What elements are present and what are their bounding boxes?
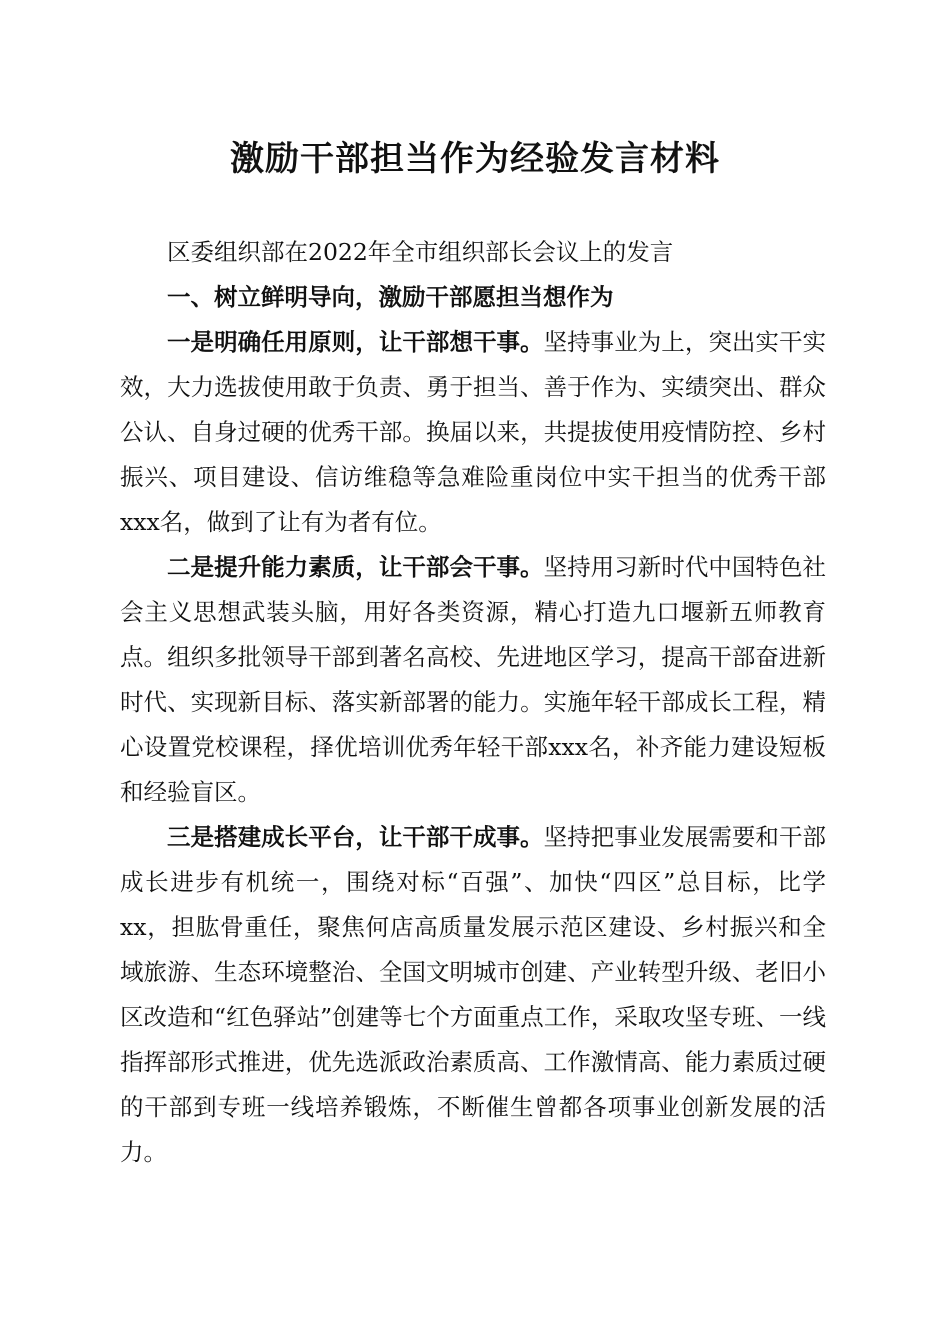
- paragraph-2-lead: 二是提升能力素质，让干部会干事。: [167, 553, 544, 581]
- paragraph-3-text: 坚持把事业发展需要和干部成长进步有机统一，围绕对标“百强”、加快“四区”总目标，比学xx，担肱骨重任，聚焦何店高质量发展示范区建设、乡村振兴和全域旅游、生态环境整治、全国文明城市创建、产业转型升级、老旧小区改造和“红色驿站”创建等七个方面重点工作，采取攻坚专班、一线指挥部形式推进，优先选派政治素质高、工作激情高、能力素质过硬的干部到专班一线培养锻炼，不断催生曾都各项事业创新发展的活力。: [120, 823, 827, 1166]
- paragraph-1-lead: 一是明确任用原则，让干部想干事。: [167, 328, 544, 356]
- paragraph-3-lead: 三是搭建成长平台，让干部干成事。: [167, 823, 544, 851]
- document-body: [120, 230, 826, 1175]
- paragraph-2-text: 坚持用习新时代中国特色社会主义思想武装头脑，用好各类资源，精心打造九口堰新五师教育点。组织多批领导干部到著名高校、先进地区学习，提高干部奋进新时代、实现新目标、落实新部署的能力。实施年轻干部成长工程，精心设置党校课程，择优培训优秀年轻干部xxx名，补齐能力建设短板和经验盲区。: [120, 553, 827, 806]
- section-heading-1: 一、树立鲜明导向，激励干部愿担当想作为: [167, 283, 614, 311]
- document-title: 激励干部担当作为经验发言材料: [230, 139, 720, 179]
- paragraph-1-text: 坚持事业为上，突出实干实效，大力选拔使用敢于负责、勇于担当、善于作为、实绩突出、群众公认、自身过硬的优秀干部。换届以来，共提拔使用疫情防控、乡村振兴、项目建设、信访维稳等急难险重岗位中实干担当的优秀干部xxx名，做到了让有为者有位。: [120, 328, 827, 536]
- paragraph-3: [120, 815, 826, 1175]
- paragraph-2: [120, 545, 826, 815]
- paragraph-1: [120, 320, 826, 545]
- document-subtitle: 区委组织部在2022年全市组织部长会议上的发言: [167, 238, 674, 266]
